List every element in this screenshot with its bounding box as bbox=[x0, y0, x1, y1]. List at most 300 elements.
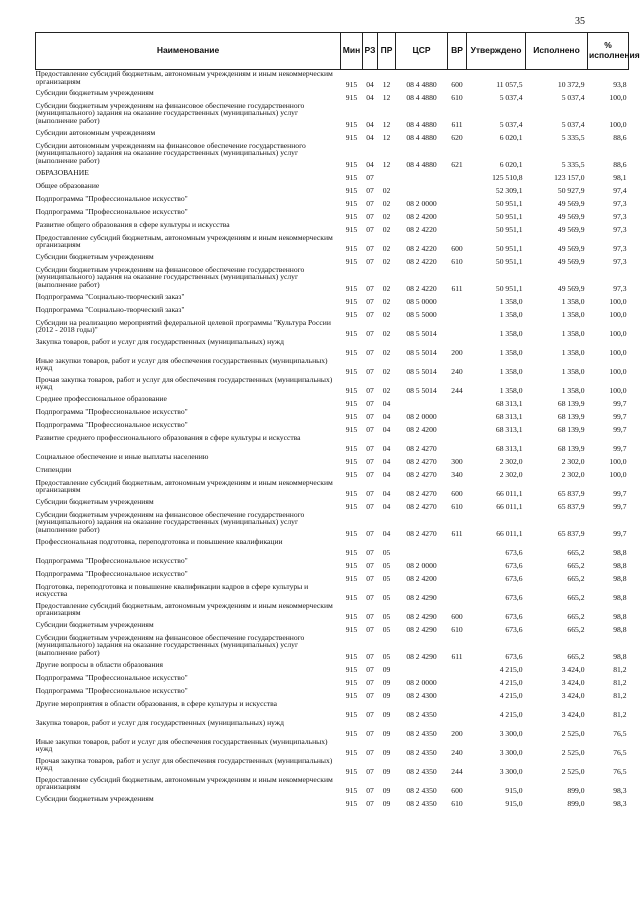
row-percent: 99,7 bbox=[613, 443, 627, 453]
row-pr: 04 bbox=[382, 488, 391, 498]
row-approved: 52 309,1 bbox=[495, 185, 523, 195]
row-percent: 98,1 bbox=[613, 172, 627, 182]
row-executed: 68 139,9 bbox=[557, 398, 585, 408]
row-pr: 02 bbox=[382, 296, 391, 306]
row-min: 915 bbox=[345, 211, 358, 221]
row-vr: 611 bbox=[451, 283, 463, 293]
row-pr: 02 bbox=[382, 283, 391, 293]
row-vr: 600 bbox=[451, 785, 463, 795]
table-row bbox=[36, 674, 629, 687]
table-row bbox=[36, 142, 629, 169]
row-name: ОБРАЗОВАНИЕ bbox=[35, 168, 89, 177]
row-pr: 12 bbox=[382, 132, 391, 142]
row-pr: 02 bbox=[382, 211, 391, 221]
row-vr: 244 bbox=[451, 766, 463, 776]
row-name: Субсидии бюджетным учреждениям bbox=[35, 497, 154, 506]
row-csr: 08 5 5000 bbox=[406, 309, 437, 319]
row-pr: 05 bbox=[382, 573, 391, 583]
row-name: Предоставление субсидий бюджетным, автономным учреждениям и иным некоммерческим организациям bbox=[35, 478, 333, 495]
table-row bbox=[36, 357, 629, 376]
row-vr bbox=[448, 208, 467, 221]
row-percent: 97,4 bbox=[613, 185, 627, 195]
row-vr bbox=[448, 182, 467, 195]
row-rz: 07 bbox=[366, 592, 374, 602]
row-rz: 07 bbox=[366, 256, 374, 266]
row-percent: 88,6 bbox=[613, 132, 627, 142]
row-csr: 08 2 0000 bbox=[406, 198, 437, 208]
row-vr bbox=[448, 195, 467, 208]
row-percent: 76,5 bbox=[613, 728, 627, 738]
row-csr bbox=[396, 395, 448, 408]
row-executed: 5 335,5 bbox=[561, 159, 585, 169]
row-name: Закупка товаров, работ и услуг для государственных (муниципальных) нужд bbox=[35, 718, 284, 727]
row-vr: 611 bbox=[451, 651, 463, 661]
row-rz: 07 bbox=[366, 573, 374, 583]
row-csr: 08 2 4220 bbox=[406, 256, 437, 266]
row-executed: 5 037,4 bbox=[561, 92, 585, 102]
table-row bbox=[36, 434, 629, 453]
row-approved: 5 037,4 bbox=[499, 92, 523, 102]
row-percent: 100,0 bbox=[609, 309, 627, 319]
table-row bbox=[36, 511, 629, 538]
row-executed: 665,2 bbox=[567, 592, 585, 602]
row-min: 915 bbox=[345, 728, 358, 738]
row-csr bbox=[396, 538, 448, 557]
row-csr: 08 2 4270 bbox=[406, 443, 437, 453]
row-approved: 66 011,1 bbox=[496, 501, 523, 511]
row-executed: 899,0 bbox=[567, 785, 585, 795]
table-row bbox=[36, 738, 629, 757]
row-executed: 5 037,4 bbox=[561, 119, 585, 129]
row-vr: 610 bbox=[451, 798, 463, 808]
row-percent: 97,3 bbox=[613, 283, 627, 293]
row-executed: 49 569,9 bbox=[557, 198, 585, 208]
table-row bbox=[36, 719, 629, 738]
row-rz: 07 bbox=[366, 611, 374, 621]
row-name: Субсидии автономным учреждениям bbox=[35, 128, 156, 137]
row-vr: 610 bbox=[451, 92, 463, 102]
row-executed: 3 424,0 bbox=[561, 690, 585, 700]
row-percent: 93,8 bbox=[613, 79, 627, 89]
row-min: 915 bbox=[345, 398, 358, 408]
row-pr: 02 bbox=[382, 224, 391, 234]
row-pr: 02 bbox=[382, 256, 391, 266]
row-min: 915 bbox=[345, 766, 358, 776]
row-approved: 50 951,1 bbox=[495, 211, 523, 221]
table-row bbox=[36, 338, 629, 357]
row-approved: 1 358,0 bbox=[499, 385, 523, 395]
row-percent: 100,0 bbox=[609, 385, 627, 395]
row-min: 915 bbox=[345, 709, 358, 719]
row-min: 915 bbox=[345, 456, 358, 466]
row-percent: 98,8 bbox=[613, 573, 627, 583]
row-approved: 4 215,0 bbox=[499, 677, 523, 687]
row-pr: 05 bbox=[382, 624, 391, 634]
table-row bbox=[36, 408, 629, 421]
row-name: Субсидии бюджетным учреждениям bbox=[35, 88, 154, 97]
row-name: Подпрограмма "Профессиональное искусство" bbox=[35, 407, 188, 416]
row-approved: 915,0 bbox=[505, 785, 523, 795]
row-csr: 08 2 4200 bbox=[406, 424, 437, 434]
row-pr: 12 bbox=[382, 119, 391, 129]
row-min: 915 bbox=[345, 651, 358, 661]
row-percent: 81,2 bbox=[613, 664, 627, 674]
row-csr bbox=[396, 169, 448, 182]
table-row bbox=[36, 182, 629, 195]
table-row bbox=[36, 395, 629, 408]
row-executed: 49 569,9 bbox=[557, 224, 585, 234]
row-pr: 09 bbox=[382, 690, 391, 700]
row-name: Прочая закупка товаров, работ и услуг для обеспечения государственных (муниципальных) нужд bbox=[35, 756, 333, 773]
row-approved: 50 951,1 bbox=[495, 283, 523, 293]
row-executed: 1 358,0 bbox=[561, 366, 585, 376]
row-percent: 97,3 bbox=[613, 243, 627, 253]
row-approved: 1 358,0 bbox=[499, 347, 523, 357]
table-row bbox=[36, 583, 629, 602]
table-row bbox=[36, 498, 629, 511]
row-min: 915 bbox=[345, 328, 358, 338]
row-percent: 76,5 bbox=[613, 766, 627, 776]
row-percent: 100,0 bbox=[609, 347, 627, 357]
row-rz: 04 bbox=[366, 92, 374, 102]
row-pr: 09 bbox=[382, 747, 391, 757]
row-vr bbox=[448, 221, 467, 234]
row-executed: 665,2 bbox=[567, 560, 585, 570]
row-approved: 2 302,0 bbox=[499, 456, 523, 466]
row-pr: 04 bbox=[382, 411, 391, 421]
row-min: 915 bbox=[345, 785, 358, 795]
row-approved: 50 951,1 bbox=[495, 243, 523, 253]
header-name: Наименование bbox=[36, 33, 341, 70]
table-row bbox=[36, 169, 629, 182]
row-name: Подпрограмма "Социально-творческий заказ" bbox=[35, 305, 185, 314]
row-rz: 07 bbox=[366, 469, 374, 479]
row-name: Подпрограмма "Профессиональное искусство" bbox=[35, 556, 188, 565]
row-percent: 99,7 bbox=[613, 398, 627, 408]
row-executed: 665,2 bbox=[567, 624, 585, 634]
table-row bbox=[36, 195, 629, 208]
row-rz: 07 bbox=[366, 366, 374, 376]
row-executed: 68 139,9 bbox=[557, 424, 585, 434]
row-rz: 07 bbox=[366, 798, 374, 808]
row-vr bbox=[448, 319, 467, 338]
row-csr: 08 2 4300 bbox=[406, 690, 437, 700]
row-pr: 12 bbox=[382, 79, 391, 89]
row-rz: 07 bbox=[366, 560, 374, 570]
row-name: Социальное обеспечение и иные выплаты населению bbox=[35, 452, 209, 461]
row-name: Иные закупки товаров, работ и услуг для обеспечения государственных (муниципальных) нужд bbox=[35, 356, 328, 373]
row-percent: 100,0 bbox=[609, 119, 627, 129]
row-pr: 09 bbox=[382, 785, 391, 795]
row-approved: 4 215,0 bbox=[499, 709, 523, 719]
row-vr: 621 bbox=[451, 159, 463, 169]
row-rz: 07 bbox=[366, 296, 374, 306]
header-csr: ЦСР bbox=[396, 33, 448, 70]
row-name: Профессиональная подготовка, переподготовка и повышение квалификации bbox=[35, 537, 283, 546]
row-min: 915 bbox=[345, 573, 358, 583]
row-rz: 07 bbox=[366, 328, 374, 338]
table-row bbox=[36, 234, 629, 253]
row-name: Предоставление субсидий бюджетным, автономным учреждениям и иным некоммерческим организациям bbox=[35, 775, 333, 792]
row-approved: 3 300,0 bbox=[499, 728, 523, 738]
row-min: 915 bbox=[345, 92, 358, 102]
row-csr: 08 2 4350 bbox=[406, 785, 437, 795]
table-row bbox=[36, 306, 629, 319]
row-csr: 08 2 4200 bbox=[406, 573, 437, 583]
row-name: Подготовка, переподготовка и повышение квалификации кадров в сфере культуры и искусства bbox=[35, 582, 309, 599]
row-pr: 12 bbox=[382, 92, 391, 102]
row-pr: 04 bbox=[382, 456, 391, 466]
row-min: 915 bbox=[345, 677, 358, 687]
row-executed: 1 358,0 bbox=[561, 385, 585, 395]
row-percent: 98,3 bbox=[613, 785, 627, 795]
row-csr: 08 2 4290 bbox=[406, 592, 437, 602]
row-name: Подпрограмма "Профессиональное искусство" bbox=[35, 420, 188, 429]
row-vr bbox=[448, 538, 467, 557]
table-row bbox=[36, 102, 629, 129]
row-percent: 97,3 bbox=[613, 211, 627, 221]
row-pr: 05 bbox=[382, 592, 391, 602]
row-vr bbox=[448, 661, 467, 674]
header-min: Мин bbox=[341, 33, 363, 70]
row-approved: 1 358,0 bbox=[499, 366, 523, 376]
row-vr bbox=[448, 674, 467, 687]
row-rz: 07 bbox=[366, 243, 374, 253]
row-name: Субсидии на реализацию мероприятий федеральной целевой программы "Культура России (2012 - 2018 годы)" bbox=[35, 318, 331, 335]
row-executed: 65 837,9 bbox=[557, 488, 585, 498]
row-percent: 98,8 bbox=[613, 592, 627, 602]
row-vr: 611 bbox=[451, 528, 463, 538]
row-csr: 08 2 4220 bbox=[406, 283, 437, 293]
row-executed: 665,2 bbox=[567, 573, 585, 583]
row-name: Субсидии бюджетным учреждениям на финансовое обеспечение государственного (муниципального) задания на оказание государственных (муниципальных) услуг (выполнение работ) bbox=[35, 101, 305, 126]
row-percent: 100,0 bbox=[609, 456, 627, 466]
row-csr: 08 2 0000 bbox=[406, 560, 437, 570]
row-name: Предоставление субсидий бюджетным, автономным учреждениям и иным некоммерческим организациям bbox=[35, 233, 333, 250]
row-rz: 07 bbox=[366, 309, 374, 319]
row-pr: 12 bbox=[382, 159, 391, 169]
row-pr: 04 bbox=[382, 424, 391, 434]
row-pr bbox=[378, 169, 396, 182]
row-csr: 08 4 4880 bbox=[406, 159, 437, 169]
row-rz: 04 bbox=[366, 79, 374, 89]
row-percent: 100,0 bbox=[609, 366, 627, 376]
table-row bbox=[36, 687, 629, 700]
row-rz: 07 bbox=[366, 501, 374, 511]
row-name: Субсидии бюджетным учреждениям на финансовое обеспечение государственного (муниципального) задания на оказание государственных (муниципальных) услуг (выполнение работ) bbox=[35, 633, 305, 658]
row-executed: 2 302,0 bbox=[561, 456, 585, 466]
table-row bbox=[36, 319, 629, 338]
row-csr: 08 5 5014 bbox=[406, 366, 437, 376]
table-row bbox=[36, 479, 629, 498]
row-approved: 1 358,0 bbox=[499, 296, 523, 306]
row-name: Другие мероприятия в области образования, в сфере культуры и искусства bbox=[35, 699, 278, 708]
row-approved: 673,6 bbox=[505, 611, 523, 621]
row-csr bbox=[396, 661, 448, 674]
row-percent: 100,0 bbox=[609, 296, 627, 306]
row-name: Субсидии бюджетным учреждениям на финансовое обеспечение государственного (муниципального) задания на оказание государственных (муниципальных) услуг (выполнение работ) bbox=[35, 510, 305, 535]
row-vr bbox=[448, 570, 467, 583]
row-csr: 08 5 0000 bbox=[406, 296, 437, 306]
row-vr: 200 bbox=[451, 728, 463, 738]
row-csr: 08 2 4270 bbox=[406, 469, 437, 479]
row-name: Субсидии бюджетным учреждениям на финансовое обеспечение государственного (муниципального) задания на оказание государственных (муниципальных) услуг (выполнение работ) bbox=[35, 265, 305, 290]
row-executed: 665,2 bbox=[567, 651, 585, 661]
row-rz: 07 bbox=[366, 728, 374, 738]
row-pr: 04 bbox=[382, 528, 391, 538]
row-rz: 07 bbox=[366, 398, 374, 408]
row-min: 915 bbox=[345, 424, 358, 434]
row-pr: 02 bbox=[382, 309, 391, 319]
row-vr: 600 bbox=[451, 243, 463, 253]
table-body bbox=[36, 70, 629, 808]
row-pr: 09 bbox=[382, 664, 391, 674]
row-rz: 07 bbox=[366, 709, 374, 719]
row-executed: 49 569,9 bbox=[557, 283, 585, 293]
row-min: 915 bbox=[345, 256, 358, 266]
row-csr: 08 4 4880 bbox=[406, 119, 437, 129]
row-approved: 50 951,1 bbox=[495, 224, 523, 234]
row-rz: 07 bbox=[366, 528, 374, 538]
row-csr: 08 2 4200 bbox=[406, 211, 437, 221]
row-csr bbox=[396, 182, 448, 195]
row-percent: 98,8 bbox=[613, 560, 627, 570]
row-rz: 07 bbox=[366, 747, 374, 757]
row-rz: 07 bbox=[366, 547, 374, 557]
table-row bbox=[36, 795, 629, 808]
row-rz: 07 bbox=[366, 424, 374, 434]
row-csr: 08 2 4350 bbox=[406, 747, 437, 757]
row-min: 915 bbox=[345, 185, 358, 195]
row-approved: 915,0 bbox=[505, 798, 523, 808]
row-rz: 07 bbox=[366, 664, 374, 674]
table-row bbox=[36, 266, 629, 293]
row-percent: 81,2 bbox=[613, 709, 627, 719]
row-pr: 04 bbox=[382, 501, 391, 511]
row-vr bbox=[448, 395, 467, 408]
row-csr: 08 4 4880 bbox=[406, 92, 437, 102]
row-pr: 09 bbox=[382, 798, 391, 808]
row-executed: 68 139,9 bbox=[557, 411, 585, 421]
header-percent: % исполнения bbox=[588, 33, 629, 70]
row-name: Подпрограмма "Социально-творческий заказ" bbox=[35, 292, 185, 301]
row-executed: 123 157,0 bbox=[554, 172, 585, 182]
row-percent: 98,8 bbox=[613, 547, 627, 557]
row-csr: 08 5 5014 bbox=[406, 328, 437, 338]
row-pr: 05 bbox=[382, 547, 391, 557]
row-vr: 240 bbox=[451, 747, 463, 757]
row-rz: 07 bbox=[366, 385, 374, 395]
row-pr: 04 bbox=[382, 398, 391, 408]
row-percent: 98,3 bbox=[613, 798, 627, 808]
row-vr: 600 bbox=[451, 611, 463, 621]
table-row bbox=[36, 661, 629, 674]
row-rz: 07 bbox=[366, 224, 374, 234]
row-vr: 244 bbox=[451, 385, 463, 395]
row-executed: 50 927,9 bbox=[557, 185, 585, 195]
row-vr bbox=[448, 169, 467, 182]
row-rz: 07 bbox=[366, 172, 374, 182]
row-min: 915 bbox=[345, 283, 358, 293]
row-executed: 68 139,9 bbox=[557, 443, 585, 453]
row-min: 915 bbox=[345, 488, 358, 498]
row-rz: 07 bbox=[366, 198, 374, 208]
row-approved: 4 215,0 bbox=[499, 690, 523, 700]
row-percent: 99,7 bbox=[613, 501, 627, 511]
row-name: Подпрограмма "Профессиональное искусство" bbox=[35, 207, 188, 216]
row-min: 915 bbox=[345, 159, 358, 169]
row-csr: 08 4 4880 bbox=[406, 79, 437, 89]
table-row bbox=[36, 129, 629, 142]
table-row bbox=[36, 208, 629, 221]
row-rz: 07 bbox=[366, 624, 374, 634]
row-name: Общее образование bbox=[35, 181, 100, 190]
row-pr: 05 bbox=[382, 611, 391, 621]
row-approved: 3 300,0 bbox=[499, 747, 523, 757]
row-min: 915 bbox=[345, 664, 358, 674]
row-csr: 08 2 4220 bbox=[406, 243, 437, 253]
budget-execution-table bbox=[35, 32, 640, 808]
row-pr: 02 bbox=[382, 328, 391, 338]
table-row bbox=[36, 776, 629, 795]
row-min: 915 bbox=[345, 592, 358, 602]
row-executed: 65 837,9 bbox=[557, 501, 585, 511]
row-min: 915 bbox=[345, 172, 358, 182]
row-executed: 2 525,0 bbox=[561, 747, 585, 757]
row-approved: 68 313,1 bbox=[495, 411, 523, 421]
row-min: 915 bbox=[345, 528, 358, 538]
row-approved: 68 313,1 bbox=[495, 424, 523, 434]
page-number: 35 bbox=[575, 16, 585, 27]
table-row bbox=[36, 700, 629, 719]
row-vr: 600 bbox=[451, 488, 463, 498]
row-pr: 02 bbox=[382, 385, 391, 395]
table-row bbox=[36, 634, 629, 661]
row-pr: 02 bbox=[382, 243, 391, 253]
table-row bbox=[36, 70, 629, 89]
row-min: 915 bbox=[345, 296, 358, 306]
row-approved: 125 510,8 bbox=[492, 172, 523, 182]
row-vr: 600 bbox=[451, 79, 463, 89]
row-executed: 665,2 bbox=[567, 547, 585, 557]
row-name: Предоставление субсидий бюджетным, автономным учреждениям и иным некоммерческим организациям bbox=[35, 69, 333, 86]
row-name: Подпрограмма "Профессиональное искусство" bbox=[35, 686, 188, 695]
row-min: 915 bbox=[345, 798, 358, 808]
row-csr: 08 2 4350 bbox=[406, 766, 437, 776]
row-approved: 673,6 bbox=[505, 560, 523, 570]
row-vr bbox=[448, 687, 467, 700]
table-row bbox=[36, 538, 629, 557]
row-csr: 08 2 4290 bbox=[406, 624, 437, 634]
row-name: Подпрограмма "Профессиональное искусство" bbox=[35, 673, 188, 682]
row-rz: 07 bbox=[366, 785, 374, 795]
row-rz: 07 bbox=[366, 766, 374, 776]
row-rz: 07 bbox=[366, 211, 374, 221]
row-rz: 07 bbox=[366, 456, 374, 466]
row-vr bbox=[448, 434, 467, 453]
row-rz: 04 bbox=[366, 159, 374, 169]
row-min: 915 bbox=[345, 690, 358, 700]
row-pr: 02 bbox=[382, 366, 391, 376]
row-approved: 1 358,0 bbox=[499, 328, 523, 338]
row-pr: 09 bbox=[382, 728, 391, 738]
row-csr: 08 5 5014 bbox=[406, 347, 437, 357]
row-executed: 1 358,0 bbox=[561, 328, 585, 338]
row-min: 915 bbox=[345, 624, 358, 634]
row-vr: 610 bbox=[451, 501, 463, 511]
row-rz: 07 bbox=[366, 690, 374, 700]
row-vr: 610 bbox=[451, 624, 463, 634]
